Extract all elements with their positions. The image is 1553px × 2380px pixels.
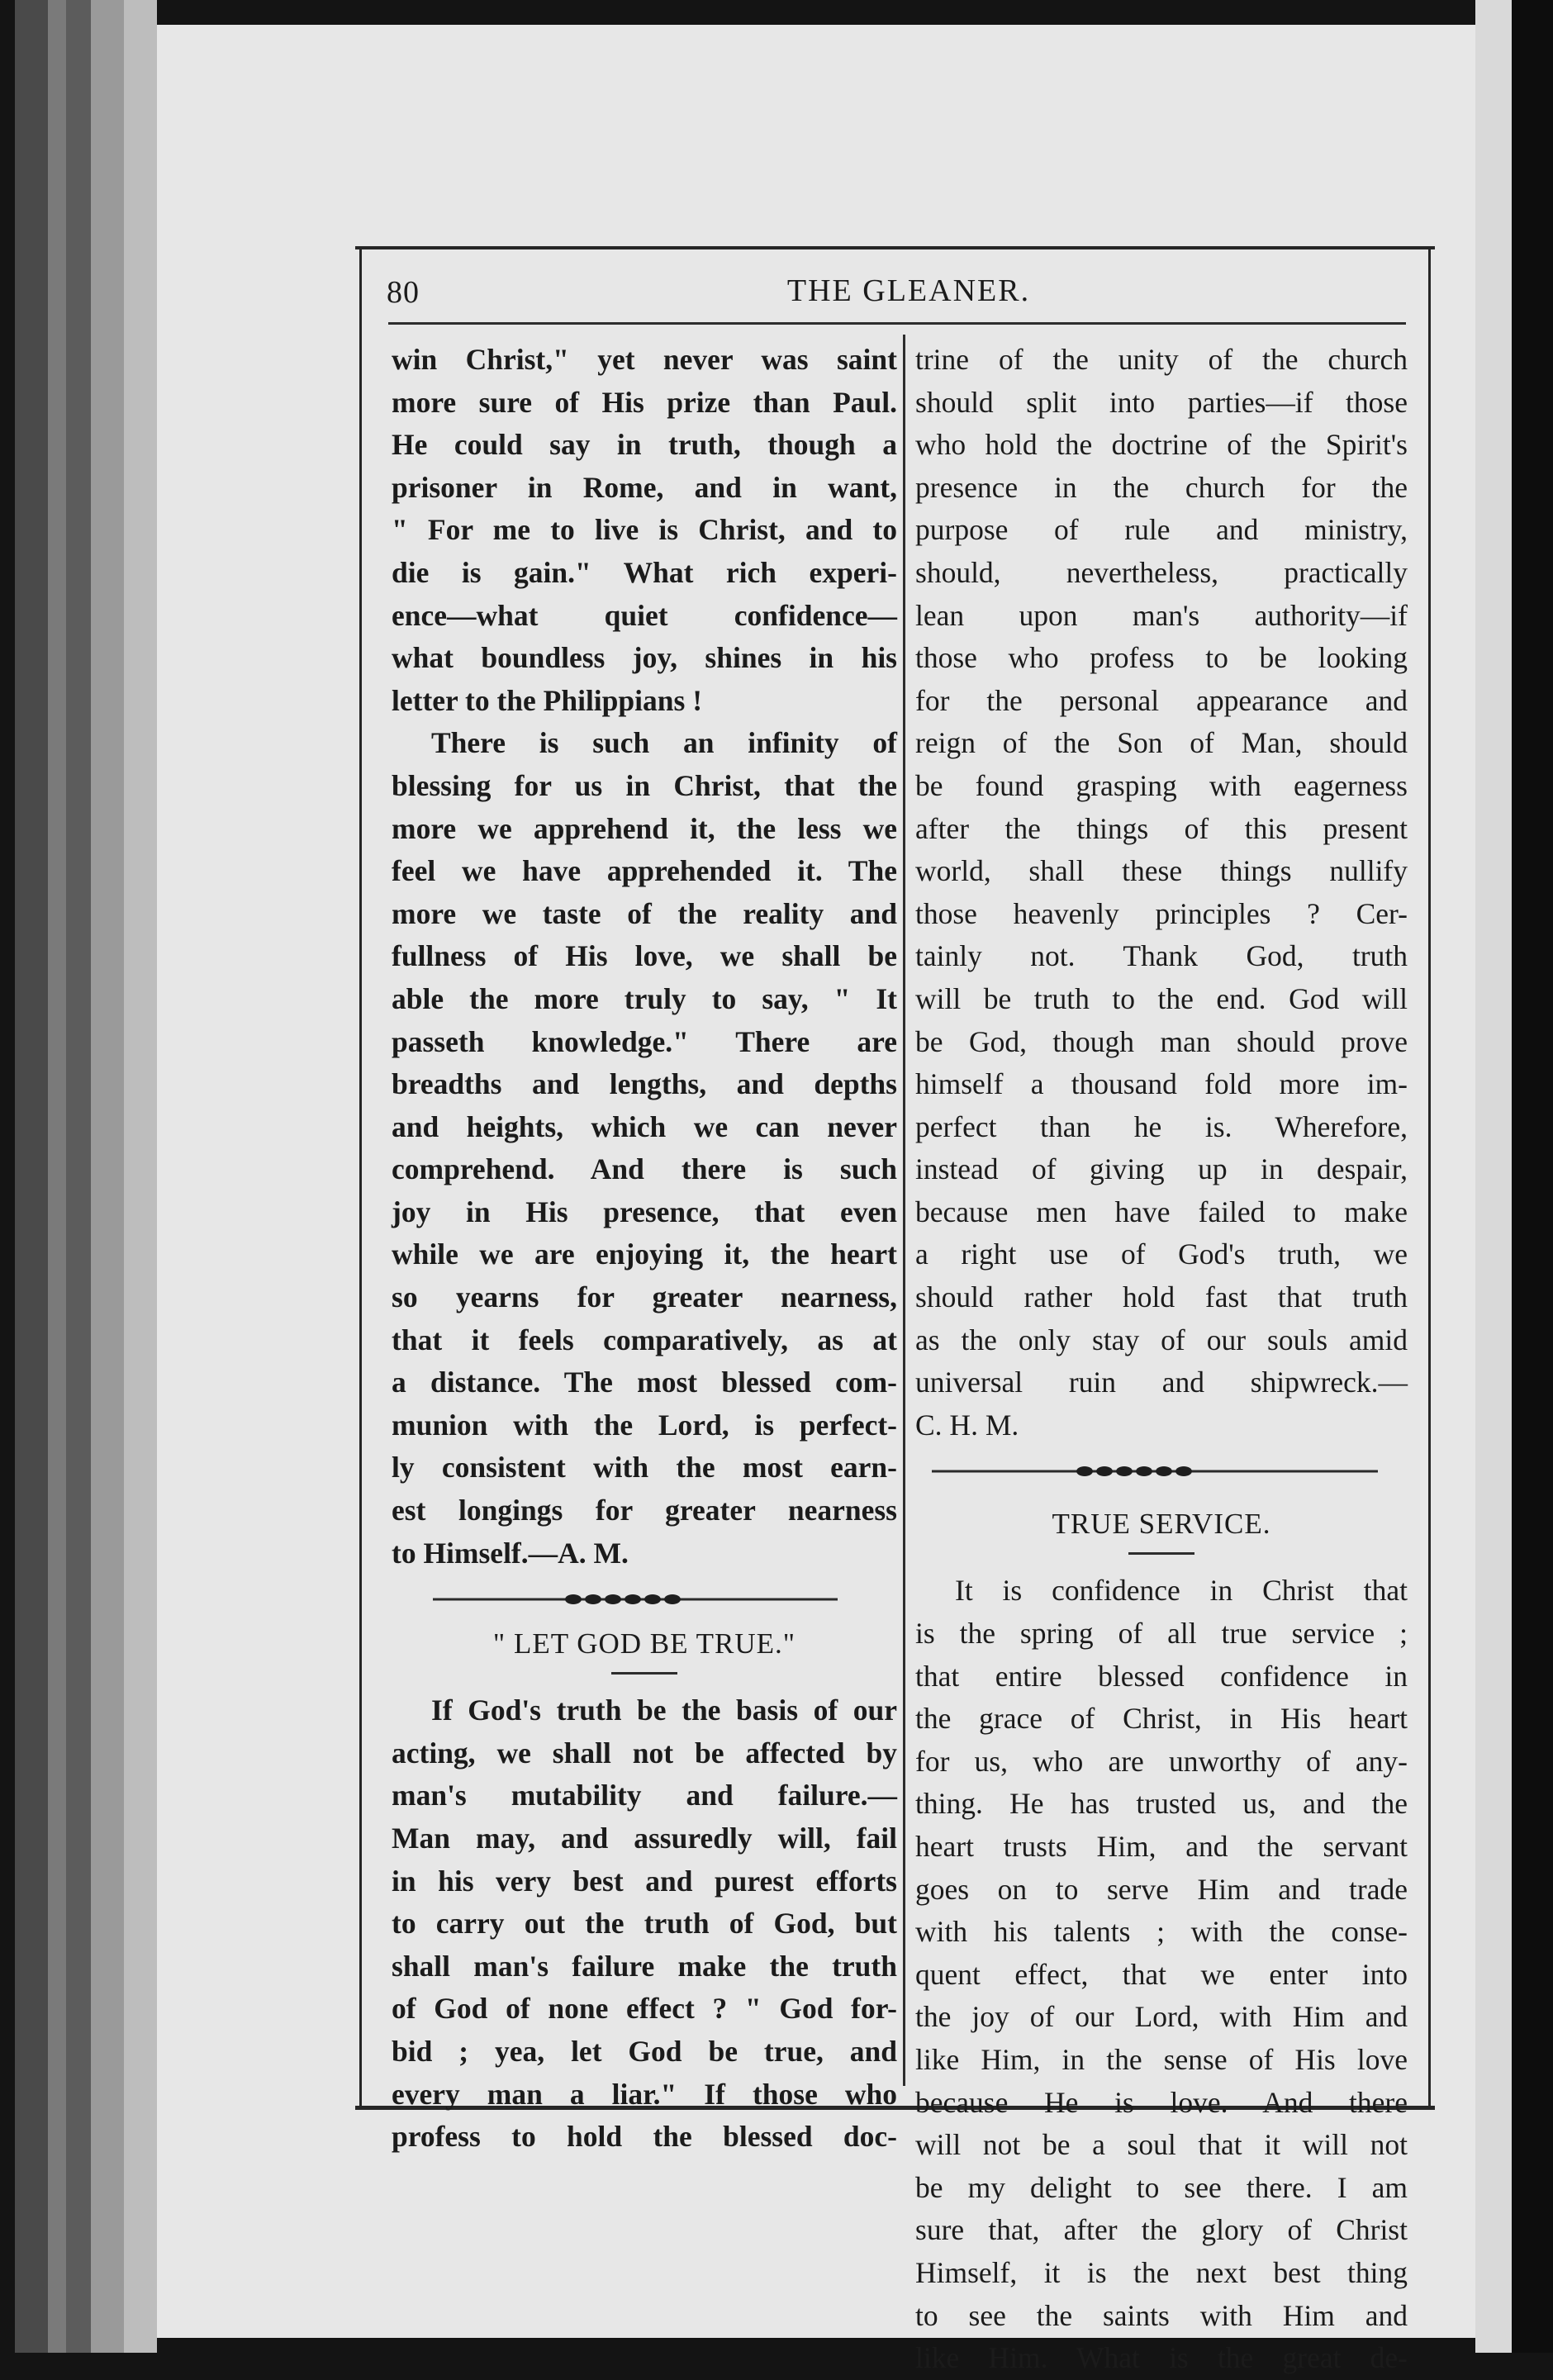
text-line: ence—what quiet confidence— (392, 598, 897, 632)
text-line: more we taste of the reality and (392, 896, 897, 930)
text-line: " For me to live is Christ, and to (392, 513, 897, 547)
title-rule (611, 1672, 677, 1675)
text-line: C. H. M. (915, 1408, 1019, 1442)
text-line: It is confidence in Christ that (955, 1574, 1408, 1608)
text-line: those heavenly principles ? Cer- (915, 896, 1408, 930)
text-line: be God, though man should prove (915, 1024, 1408, 1058)
text-line: man's mutability and failure.— (392, 1779, 897, 1812)
text-line: letter to the Philippians ! (392, 683, 703, 717)
text-line: acting, we shall not be affected by (392, 1736, 897, 1770)
text-line: to Himself.—A. M. (392, 1536, 629, 1570)
paragraph (392, 1689, 897, 2159)
text-line: should split into parties—if those (915, 385, 1408, 419)
text-line: for us, who are unworthy of any- (915, 1744, 1408, 1778)
text-line: like Him, in the sense of His love (915, 2042, 1408, 2076)
text-line: more we apprehend it, the less we (392, 811, 897, 845)
text-line: like Him. What is the great de- (915, 2341, 1408, 2375)
text-line: There is such an infinity of (431, 726, 897, 760)
text-line: goes on to serve Him and trade (915, 1872, 1408, 1906)
text-line: joy in His presence, that even (392, 1195, 897, 1228)
page-edge (48, 0, 66, 2353)
text-line: as the only stay of our souls amid (915, 1323, 1408, 1356)
text-line: bid ; yea, let God be true, and (392, 2034, 897, 2068)
text-line: should rather hold fast that truth (915, 1280, 1408, 1314)
text-line: because He is love. And there (915, 2085, 1408, 2119)
facing-page-strip (1475, 0, 1512, 2353)
text-line: after the things of this present (915, 811, 1408, 845)
text-line: heart trusts Him, and the servant (915, 1830, 1408, 1863)
text-line: be my delight to see there. I am (915, 2170, 1408, 2204)
text-line: profess to hold the blessed doc- (392, 2120, 897, 2154)
ornament-divider (915, 1447, 1408, 1504)
text-line: die is gain." What rich experi- (392, 555, 897, 589)
text-line: feel we have apprehended it. The (392, 854, 897, 888)
paragraph (915, 1570, 1408, 2379)
text-line: He could say in truth, though a (392, 428, 897, 462)
paragraph (915, 339, 1408, 1447)
text-line: himself a thousand fold more im- (915, 1067, 1408, 1101)
page-edge (15, 0, 48, 2353)
text-line: every man a liar." If those who (392, 2077, 897, 2111)
text-line: est longings for greater nearness (392, 1494, 897, 1527)
running-title: THE GLEANER. (786, 273, 1031, 308)
ornament-divider (392, 1575, 897, 1624)
text-line: fullness of His love, we shall be (392, 939, 897, 973)
text-line: with his talents ; with the conse- (915, 1915, 1408, 1949)
header-rule (388, 322, 1406, 325)
text-line: blessing for us in Christ, that the (392, 768, 897, 802)
text-line: universal ruin and shipwreck.— (915, 1366, 1408, 1399)
text-line: for the personal appearance and (915, 683, 1408, 717)
text-line: munion with the Lord, is perfect- (392, 1408, 897, 1442)
text-line: because men have failed to make (915, 1195, 1408, 1228)
text-line: of God of none effect ? " God for- (392, 1992, 897, 2026)
text-line: and heights, which we can never (392, 1109, 897, 1143)
text-line: what boundless joy, shines in his (392, 641, 897, 675)
text-line: who hold the doctrine of the Spirit's (915, 428, 1408, 462)
title-rule (1128, 1552, 1194, 1555)
text-line: that it feels comparatively, as at (392, 1323, 897, 1356)
section-title: TRUE SERVICE. (1052, 1508, 1271, 1541)
text-line: while we are enjoying it, the heart (392, 1238, 897, 1271)
text-line: tainly not. Thank God, truth (915, 939, 1408, 973)
text-line: trine of the unity of the church (915, 343, 1408, 376)
text-line: purpose of rule and ministry, (915, 513, 1408, 547)
text-line: sure that, after the glory of Christ (915, 2213, 1408, 2247)
text-line: Himself, it is the next best thing (915, 2255, 1408, 2289)
page-edge (124, 0, 157, 2353)
text-line: comprehend. And there is such (392, 1152, 897, 1186)
text-line: to carry out the truth of God, but (392, 1907, 897, 1941)
left-column (392, 339, 897, 2159)
text-line: instead of giving up in despair, (915, 1152, 1408, 1186)
text-line: Man may, and assuredly will, fail (392, 1822, 897, 1855)
text-line: ly consistent with the most earn- (392, 1451, 897, 1485)
paragraph (392, 339, 897, 722)
text-line: world, shall these things nullify (915, 854, 1408, 888)
text-line: reign of the Son of Man, should (915, 726, 1408, 760)
text-line: presence in the church for the (915, 470, 1408, 504)
text-line: prisoner in Rome, and in want, (392, 470, 897, 504)
text-line: will not be a soul that it will not (915, 2128, 1408, 2162)
scan-border (1512, 0, 1553, 2353)
column-divider (903, 335, 905, 2086)
text-line: able the more truly to say, " It (392, 981, 897, 1015)
text-line: the grace of Christ, in His heart (915, 1702, 1408, 1736)
text-line: the joy of our Lord, with Him and (915, 2000, 1408, 2034)
text-line: is the spring of all true service ; (915, 1617, 1408, 1651)
text-line: will be truth to the end. God will (915, 981, 1408, 1015)
text-line: a distance. The most blessed com- (392, 1366, 897, 1399)
text-line: passeth knowledge." There are (392, 1024, 897, 1058)
text-line: in his very best and purest efforts (392, 1864, 897, 1898)
text-line: to see the saints with Him and (915, 2298, 1408, 2332)
text-line: win Christ," yet never was saint (392, 343, 897, 376)
text-line: that entire blessed confidence in (915, 1659, 1408, 1693)
text-line: perfect than he is. Wherefore, (915, 1109, 1408, 1143)
top-rule (355, 246, 1435, 249)
page-edge (66, 0, 91, 2353)
right-column (915, 339, 1408, 2380)
text-line: a right use of God's truth, we (915, 1238, 1408, 1271)
text-line: breadths and lengths, and depths (392, 1067, 897, 1101)
page-number: 80 (387, 275, 420, 310)
section-title: " LET GOD BE TRUE." (492, 1627, 796, 1660)
page-edge (91, 0, 124, 2353)
text-line: shall man's failure make the truth (392, 1949, 897, 1983)
text-line: should, nevertheless, practically (915, 555, 1408, 589)
text-line: quent effect, that we enter into (915, 1957, 1408, 1991)
text-line: thing. He has trusted us, and the (915, 1787, 1408, 1821)
text-line: lean upon man's authority—if (915, 598, 1408, 632)
text-line: those who profess to be looking (915, 641, 1408, 675)
text-line: more sure of His prize than Paul. (392, 385, 897, 419)
text-line: be found grasping with eagerness (915, 768, 1408, 802)
text-line: If God's truth be the basis of our (431, 1694, 897, 1727)
paragraph (392, 722, 897, 1575)
text-line: so yearns for greater nearness, (392, 1280, 897, 1314)
